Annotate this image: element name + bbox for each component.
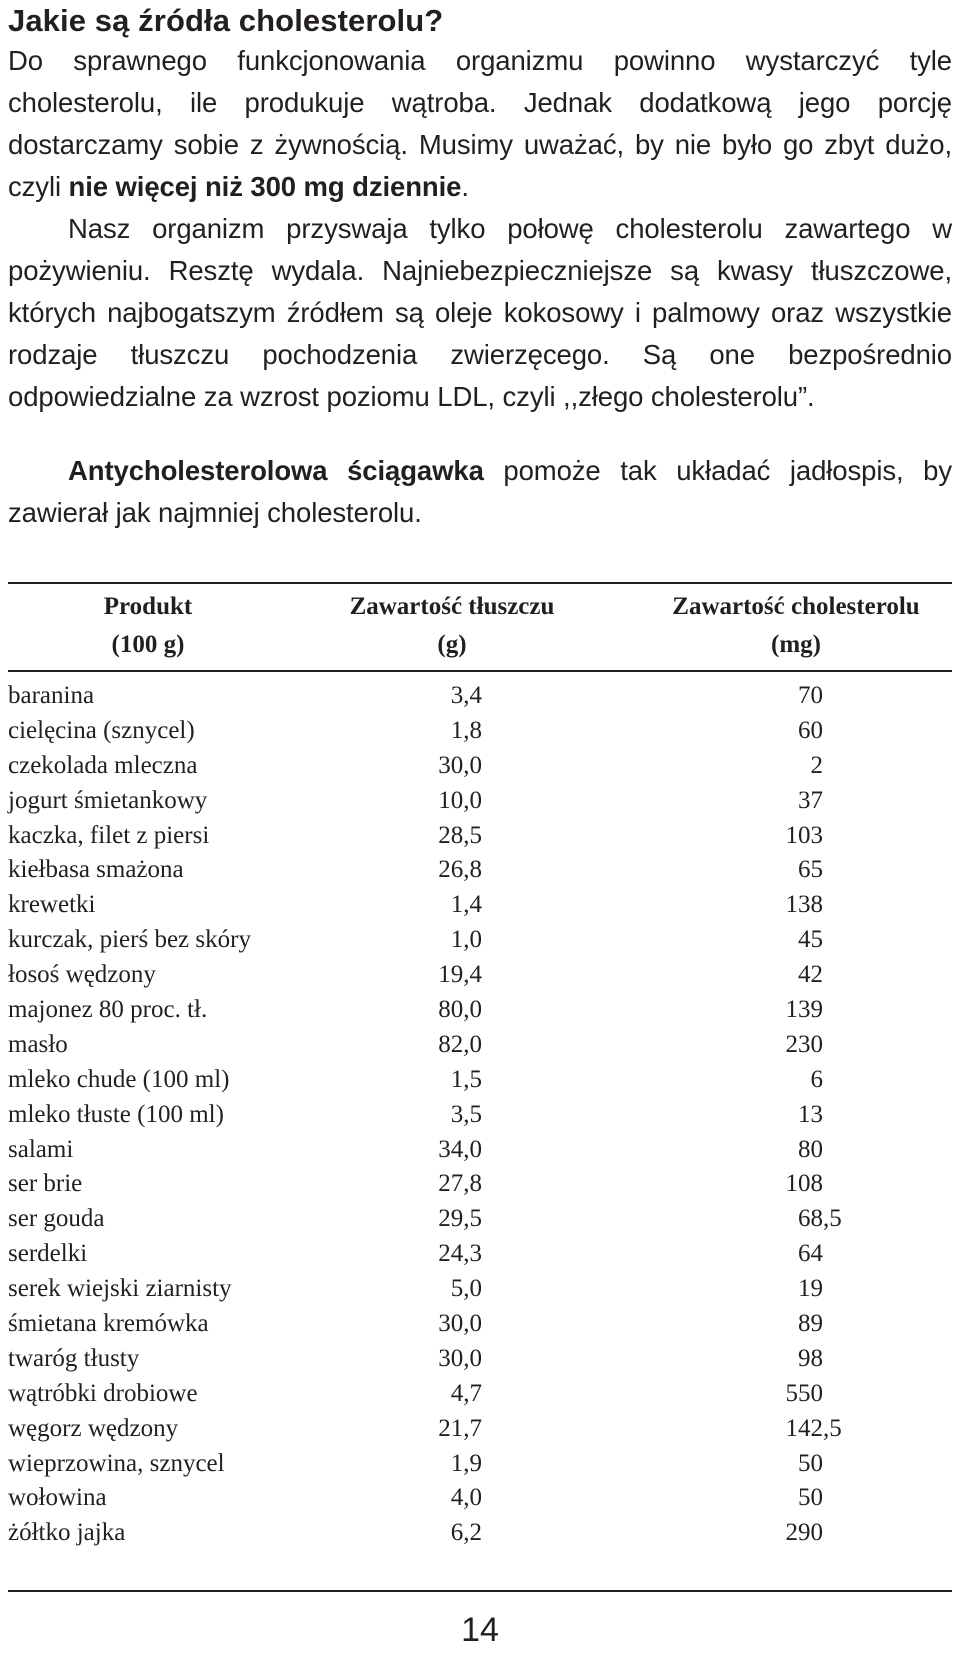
intro-text: Do sprawnego funkcjonowania organizmu powinno wystarczyć tyle cholesterolu, ile produkuje wątroba. Jednak dodatkową jego porcję dostarczamy sobie z żywnością. Musimy uważać, by nie było go zbyt dużo, czyli — [8, 45, 952, 202]
cheatsheet-paragraph — [8, 450, 952, 534]
cholesterol-value: 108 — [785, 1170, 823, 1198]
product-name: jogurt śmietankowy — [8, 786, 208, 814]
table-row — [8, 923, 952, 958]
product-name: żółtko jajka — [8, 1519, 126, 1547]
table-row — [8, 958, 952, 993]
table-row — [8, 853, 952, 888]
product-name: śmietana kremówka — [8, 1310, 209, 1338]
fat-value: 1,8 — [450, 716, 482, 744]
product-name: ser brie — [8, 1170, 83, 1198]
fat-value: 10,0 — [438, 786, 482, 814]
table-row — [8, 1237, 952, 1272]
absorption-paragraph: Nasz organizm przyswaja tylko połowę cholesterolu zawartego w pożywieniu. Resztę wydala. Najniebezpieczniejsze są kwasy tłuszczowe, których najbogatszym źródłem są oleje kokosowy i palmowy oraz wszystkie rodzaje tłuszczu pochodzenia zwierzęcego. Są one bezpośrednio odpowiedzialne za wzrost poziomu LDL, czyli ,,złego cholesterolu”. — [8, 213, 952, 412]
fat-value: 29,5 — [438, 1205, 482, 1233]
table-row — [8, 1167, 952, 1202]
cholesterol-value: 80 — [798, 1135, 823, 1163]
table-row — [8, 749, 952, 784]
cholesterol-value: 19 — [798, 1275, 823, 1303]
product-name: kurczak, pierś bez skóry — [8, 926, 251, 954]
table-header-rule — [8, 670, 952, 672]
table-row — [8, 1098, 952, 1133]
cheatsheet-emphasis: Antycholesterolowa ściągawka — [68, 455, 484, 486]
table-row — [8, 1307, 952, 1342]
product-name: mleko chude (100 ml) — [8, 1065, 230, 1093]
table-row — [8, 1342, 952, 1377]
product-name: węgorz wędzony — [8, 1414, 179, 1442]
fat-value: 21,7 — [438, 1414, 482, 1442]
cheatsheet-text: pomoże tak układać jadłospis, by zawierał jak najmniej cholesterolu. — [8, 455, 952, 528]
section-heading: Jakie są źródła cholesterolu? — [8, 3, 444, 38]
header-product-line2: (100 g) — [111, 631, 185, 658]
table-row — [8, 714, 952, 749]
table-row — [8, 1447, 952, 1482]
product-name: cielęcina (sznycel) — [8, 716, 195, 744]
cholesterol-value: 89 — [798, 1310, 823, 1338]
table-row — [8, 1412, 952, 1447]
intro-text-end: . — [461, 171, 469, 202]
fat-value: 1,5 — [450, 1065, 482, 1093]
fat-value: 5,0 — [450, 1275, 482, 1303]
cholesterol-value: 98 — [798, 1344, 823, 1372]
product-name: wątróbki drobiowe — [8, 1379, 198, 1407]
product-name: łosoś wędzony — [8, 961, 156, 989]
fat-value: 24,3 — [438, 1240, 482, 1268]
product-name: krewetki — [8, 891, 96, 919]
table-bottom-rule — [8, 1590, 952, 1592]
fat-value: 30,0 — [438, 1344, 482, 1372]
cholesterol-value: 50 — [798, 1484, 823, 1512]
header-product-line1: Produkt — [103, 593, 193, 620]
cholesterol-value: 103 — [785, 821, 823, 849]
fat-value: 1,4 — [450, 891, 482, 919]
product-name: czekolada mleczna — [8, 751, 198, 779]
table-row — [8, 679, 952, 714]
cholesterol-value: 2 — [810, 751, 823, 779]
table-row — [8, 1202, 952, 1237]
fat-value: 19,4 — [438, 961, 482, 989]
table-row — [8, 993, 952, 1028]
header-cholesterol-line2: (mg) — [771, 631, 821, 658]
cholesterol-value: 64 — [798, 1240, 823, 1268]
fat-value: 80,0 — [438, 996, 482, 1024]
fat-value: 34,0 — [438, 1135, 482, 1163]
cholesterol-value: 142,5 — [785, 1414, 842, 1442]
table-row — [8, 1516, 952, 1551]
cholesterol-value: 550 — [785, 1379, 823, 1407]
fat-value: 3,4 — [450, 682, 482, 709]
fat-value: 4,7 — [450, 1379, 482, 1407]
fat-value: 30,0 — [438, 751, 482, 779]
cholesterol-value: 290 — [785, 1519, 823, 1547]
product-name: masło — [8, 1030, 68, 1058]
product-name: serdelki — [8, 1240, 88, 1268]
cholesterol-value: 6 — [810, 1065, 823, 1093]
product-name: mleko tłuste (100 ml) — [8, 1100, 224, 1128]
fat-value: 1,0 — [450, 926, 482, 954]
cholesterol-value: 68,5 — [798, 1205, 842, 1233]
table-body — [8, 679, 952, 1551]
table-top-rule — [8, 582, 952, 584]
product-name: kiełbasa smażona — [8, 856, 184, 884]
header-fat-line1: Zawartość tłuszczu — [349, 593, 555, 620]
page-number: 14 — [461, 1611, 499, 1649]
table-row — [8, 1481, 952, 1516]
fat-value: 28,5 — [438, 821, 482, 849]
table-row — [8, 888, 952, 923]
cholesterol-value: 13 — [798, 1100, 823, 1128]
cholesterol-value: 50 — [798, 1449, 823, 1477]
header-fat-line2: (g) — [437, 631, 467, 658]
fat-value: 3,5 — [450, 1100, 482, 1128]
fat-value: 26,8 — [438, 856, 482, 884]
cholesterol-value: 42 — [798, 961, 823, 989]
cholesterol-value: 60 — [798, 716, 823, 744]
table-row — [8, 819, 952, 854]
fat-value: 82,0 — [438, 1030, 482, 1058]
fat-value: 30,0 — [438, 1310, 482, 1338]
cholesterol-value: 65 — [798, 856, 823, 884]
product-name: wołowina — [8, 1484, 107, 1512]
cholesterol-value: 230 — [785, 1030, 823, 1058]
header-cholesterol-line1: Zawartość cholesterolu — [672, 593, 920, 620]
fat-value: 27,8 — [438, 1170, 482, 1198]
cholesterol-value: 139 — [785, 996, 823, 1024]
cholesterol-value: 138 — [785, 891, 823, 919]
header-cholesterol — [640, 588, 952, 664]
cholesterol-value: 70 — [798, 682, 823, 709]
table-row — [8, 1063, 952, 1098]
product-name: kaczka, filet z piersi — [8, 821, 210, 849]
table-row — [8, 1377, 952, 1412]
fat-value: 6,2 — [450, 1519, 482, 1547]
table-row — [8, 1133, 952, 1168]
product-name: majonez 80 proc. tł. — [8, 996, 208, 1024]
fat-value: 1,9 — [450, 1449, 482, 1477]
fat-value: 4,0 — [450, 1484, 482, 1512]
intro-paragraph — [8, 40, 952, 208]
daily-limit-emphasis: nie więcej niż 300 mg dziennie — [68, 171, 462, 202]
cholesterol-value: 37 — [798, 786, 823, 814]
product-name: baranina — [8, 682, 95, 709]
table-row — [8, 784, 952, 819]
product-name: wieprzowina, sznycel — [8, 1449, 225, 1477]
product-name: ser gouda — [8, 1205, 105, 1233]
cholesterol-value: 45 — [798, 926, 823, 954]
product-name: twaróg tłusty — [8, 1344, 140, 1372]
product-name: serek wiejski ziarnisty — [8, 1275, 232, 1303]
header-product — [8, 588, 288, 664]
table-row — [8, 1028, 952, 1063]
table-row — [8, 1272, 952, 1307]
header-fat — [318, 588, 586, 664]
product-name: salami — [8, 1135, 74, 1163]
